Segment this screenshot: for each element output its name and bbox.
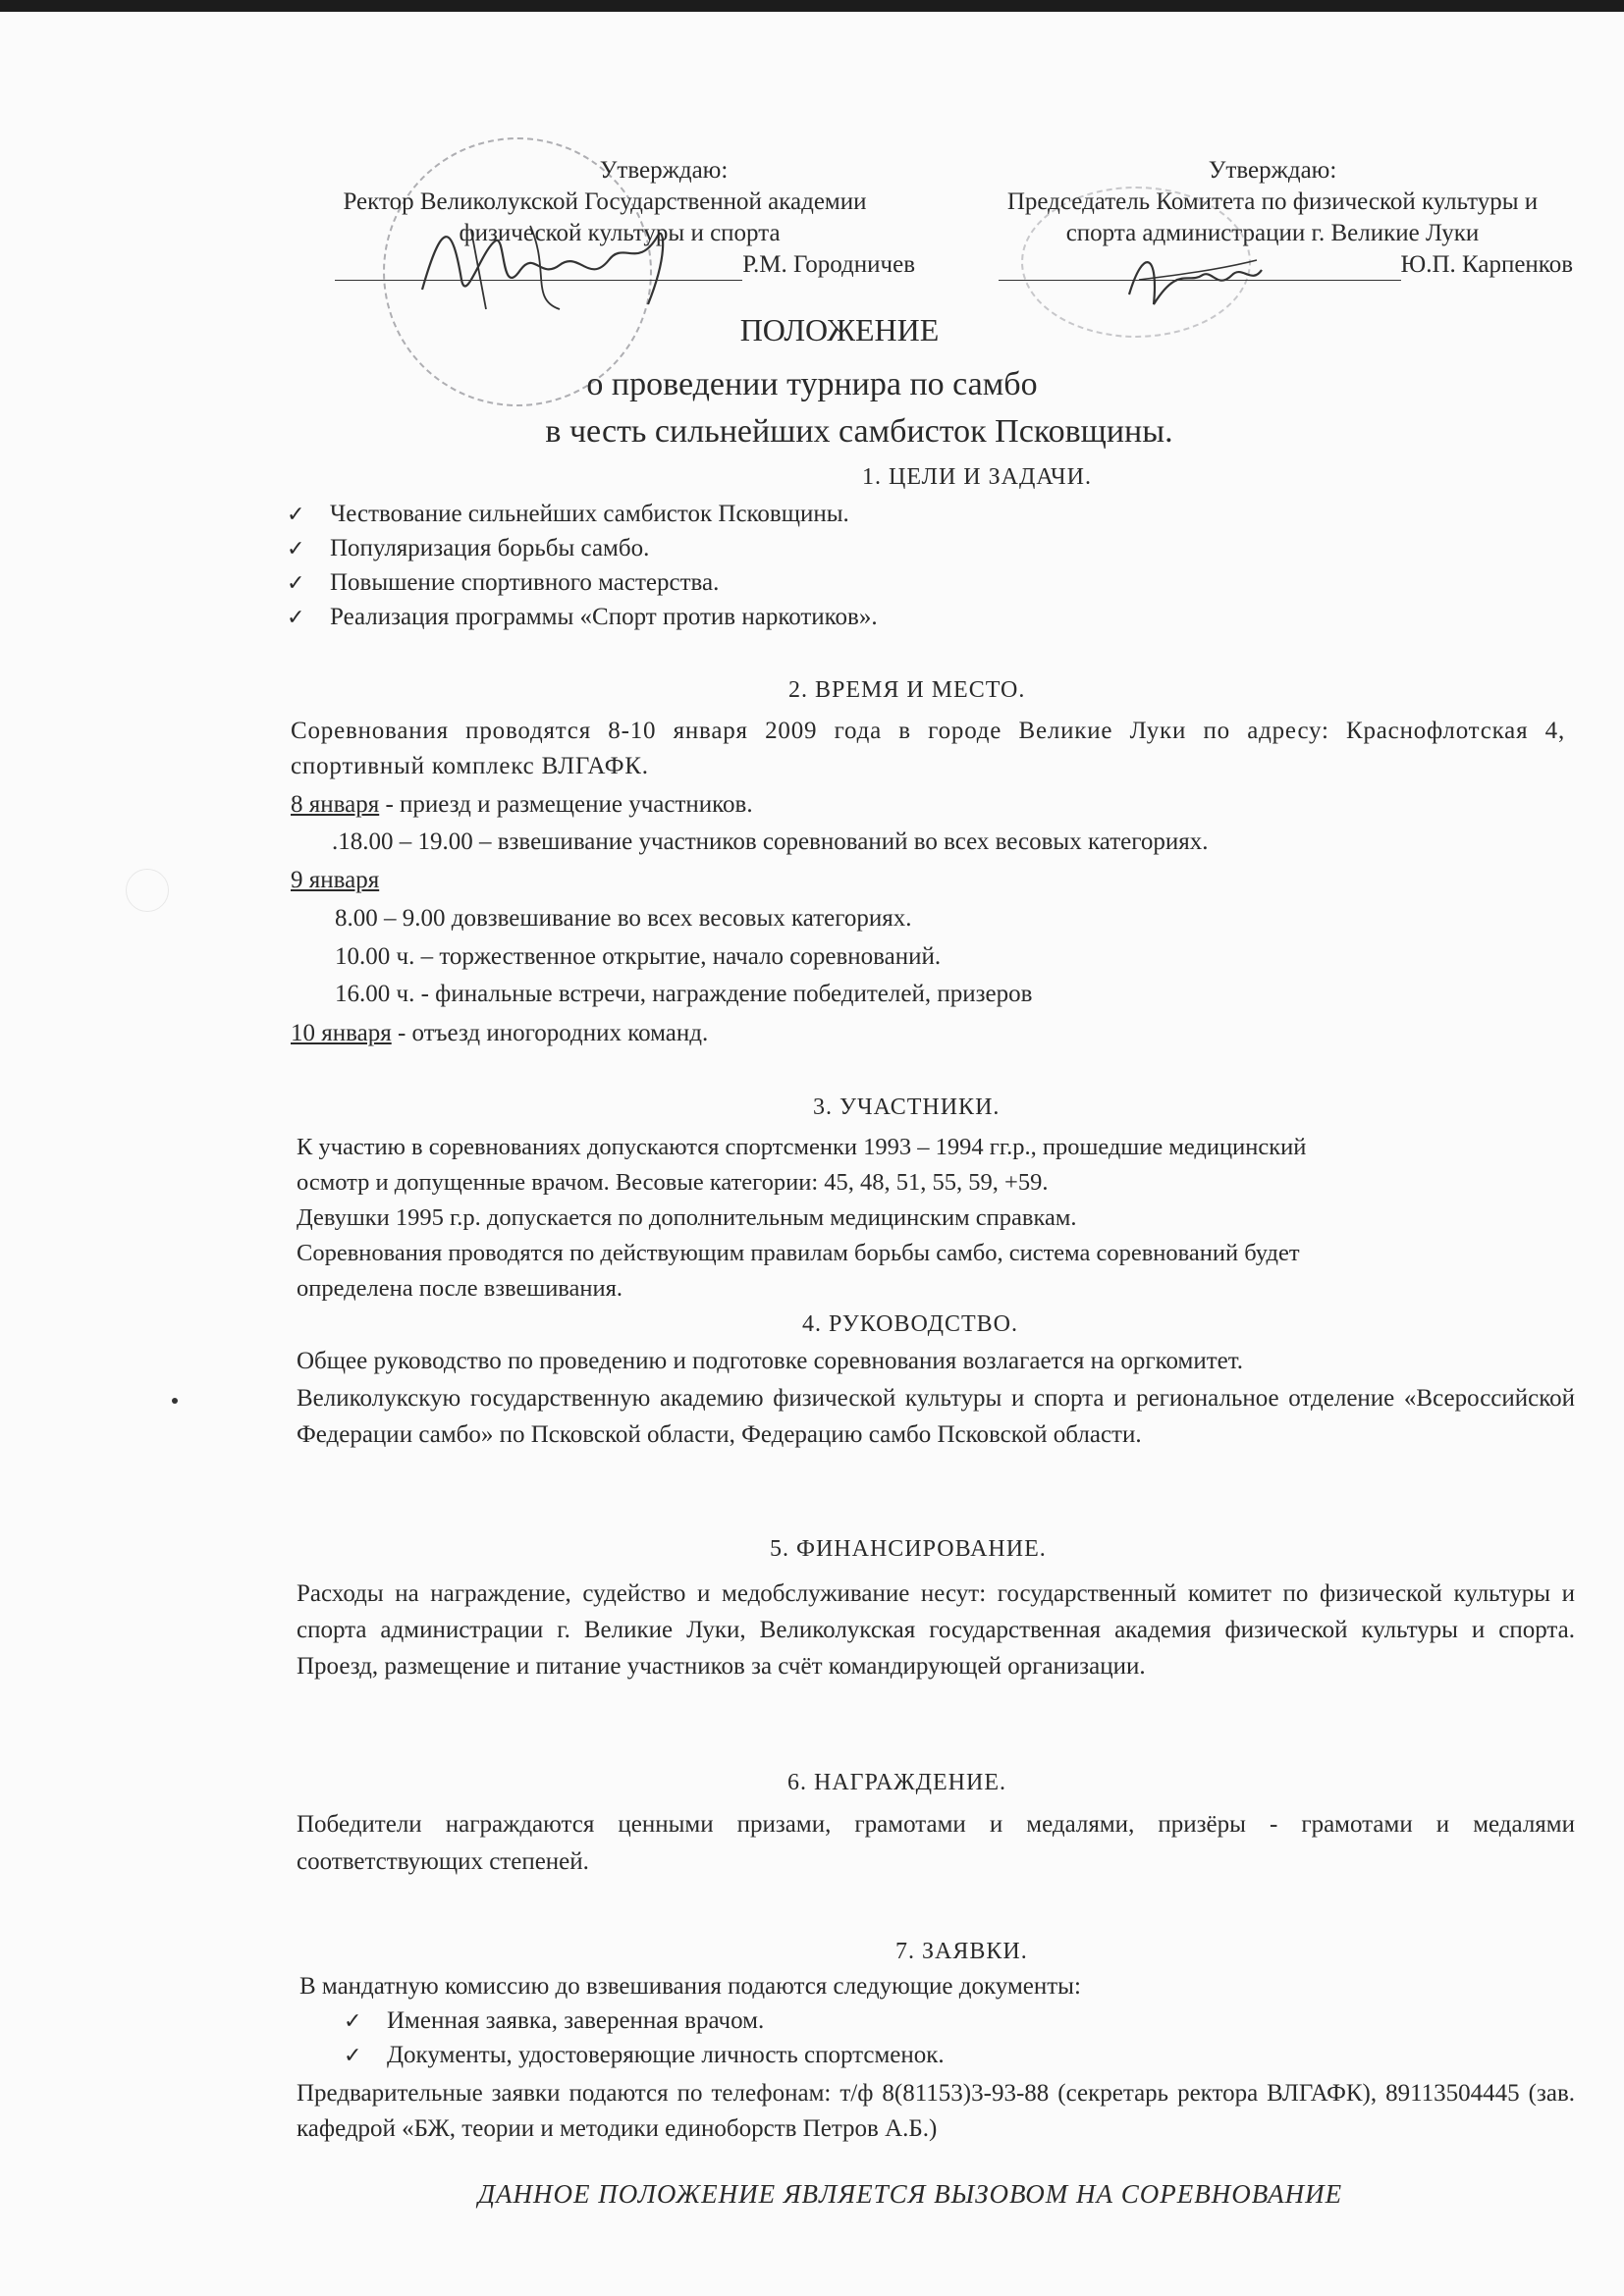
management-paragraph: Великолукскую государственную академию физической культуры и спорта и региональное отделение «Всероссийской Федерации самбо» по Псковской области, Федерацию самбо Псковской области. — [297, 1385, 1575, 1448]
approval-right — [972, 155, 1573, 281]
applications-item-text: Документы, удостоверяющие личность спортсменок. — [387, 2042, 945, 2068]
section-applications-heading: 7. ЗАЯВКИ. — [895, 1939, 1028, 1964]
section-management-heading: 4. РУКОВОДСТВО. — [802, 1311, 1019, 1337]
check-icon: ✓ — [287, 537, 305, 561]
participants-line: Девушки 1995 г.р. допускается по дополнительным медицинским справкам. — [297, 1204, 1077, 1231]
goals-item — [287, 604, 878, 631]
applications-intro: В мандатную комиссию до взвешивания подаются следующие документы: — [299, 1973, 1081, 2000]
approval-right-position-line2: спорта администрации г. Великие Луки — [1065, 220, 1480, 246]
approval-right-signatory: Ю.П. Карпенков — [1400, 251, 1573, 278]
document-subtitle-line1: о проведении турнира по самбо — [586, 366, 1038, 402]
applications-paragraph: Предварительные заявки подаются по телефонам: т/ф 8(81153)3-93-88 (секретарь ректора ВЛГАФК), 89113504445 (зав. кафедрой «БЖ, теории и методики единоборств Петров А.Б.) — [297, 2080, 1575, 2142]
day1-weighing: .18.00 – 19.00 – взвешивание участников соревнований во всех весовых категориях. — [332, 828, 1209, 855]
document-subtitle-line2: в честь сильнейших самбисток Псковщины. — [545, 413, 1173, 450]
approval-right-position-line1: Председатель Комитета по физической культуры и — [1006, 188, 1539, 215]
scan-dust-dot — [172, 1398, 178, 1404]
goals-item-text: Чествование сильнейших самбисток Псковщины. — [330, 501, 849, 527]
day2-item: 16.00 ч. - финальные встречи, награждение победителей, призеров — [335, 981, 1033, 1007]
day2-date: 9 января — [291, 867, 380, 893]
section-time-place-heading: 2. ВРЕМЯ И МЕСТО. — [788, 677, 1026, 703]
document-footer: ДАННОЕ ПОЛОЖЕНИЕ ЯВЛЯЕТСЯ ВЫЗОВОМ НА СОРЕВНОВАНИЕ — [477, 2179, 1343, 2209]
approval-left-position-line1: Ректор Великолукской Государственной академии — [343, 188, 867, 215]
document-title: ПОЛОЖЕНИЕ — [739, 312, 940, 347]
financing-paragraph: Расходы на награждение, судейство и медобслуживание несут: государственный комитет по физической культуры и спорта администрации г. Великие Луки, Великолукская государственная академия физической культуры и спорта. Проезд, размещение и питание участников за счёт командирующей организации. — [297, 1580, 1575, 1680]
goals-item-text: Повышение спортивного мастерства. — [330, 569, 720, 596]
day3-text: - отъезд иногородних команд. — [391, 1020, 709, 1046]
day1-text: - приезд и размещение участников. — [379, 791, 753, 818]
day2-item: 10.00 ч. – торжественное открытие, начало соревнований. — [335, 943, 942, 970]
section-financing-heading: 5. ФИНАНСИРОВАНИЕ. — [770, 1536, 1047, 1562]
participants-line: определена после взвешивания. — [297, 1275, 623, 1302]
management-line1: Общее руководство по проведению и подготовке соревнования возлагается на оргкомитет. — [297, 1348, 1244, 1374]
goals-item-text: Популяризация борьбы самбо. — [330, 535, 650, 561]
goals-item — [287, 501, 849, 528]
approval-left — [295, 155, 915, 281]
approval-left-signature-line — [295, 249, 915, 281]
applications-item-text: Именная заявка, заверенная врачом. — [387, 2007, 765, 2034]
approval-left-position-line2: физической культуры и спорта — [459, 220, 781, 246]
applications-item — [344, 2042, 945, 2069]
day2-item: 8.00 – 9.00 довзвешивание во всех весовых категориях. — [335, 905, 912, 932]
participants-line: Соревнования проводятся по действующим правилам борьбы самбо, система соревнований будет — [297, 1240, 1300, 1266]
approval-right-signature-line — [972, 249, 1573, 281]
awards-paragraph: Победители награждаются ценными призами, грамотами и медалями, призёры - грамотами и медалями соответствующих степеней. — [297, 1811, 1575, 1875]
check-icon: ✓ — [287, 571, 305, 596]
goals-item-text: Реализация программы «Спорт против наркотиков». — [330, 604, 878, 630]
day1-date: 8 января — [291, 791, 380, 818]
scan-hole-mark — [126, 869, 169, 912]
section-goals-heading: 1. ЦЕЛИ И ЗАДАЧИ. — [862, 464, 1092, 490]
participants-line: осмотр и допущенные врачом. Весовые категории: 45, 48, 51, 55, 59, +59. — [297, 1169, 1049, 1196]
day1-line — [291, 791, 753, 819]
check-icon: ✓ — [344, 2009, 362, 2034]
time-place-intro: Соревнования проводятся 8-10 января 2009 года в городе Великие Луки по адресу: Краснофлотская 4, спортивный комплекс ВЛГАФК. — [291, 718, 1565, 779]
day3-date: 10 января — [291, 1020, 392, 1046]
day3-line — [291, 1020, 708, 1047]
scan-top-edge — [0, 0, 1624, 12]
goals-item — [287, 535, 649, 562]
goals-item — [287, 569, 719, 597]
section-participants-heading: 3. УЧАСТНИКИ. — [813, 1095, 1001, 1120]
check-icon: ✓ — [287, 503, 305, 527]
section-awards-heading: 6. НАГРАЖДЕНИЕ. — [787, 1770, 1007, 1795]
applications-item — [344, 2007, 764, 2035]
participants-line: К участию в соревнованиях допускаются спортсменки 1993 – 1994 гг.р., прошедшие медицинский — [297, 1134, 1307, 1160]
approval-left-signatory: Р.М. Городничев — [742, 251, 915, 278]
approval-right-heading: Утверждаю: — [1208, 157, 1337, 184]
approval-left-heading: Утверждаю: — [599, 157, 729, 184]
check-icon: ✓ — [344, 2044, 362, 2068]
check-icon: ✓ — [287, 606, 305, 630]
